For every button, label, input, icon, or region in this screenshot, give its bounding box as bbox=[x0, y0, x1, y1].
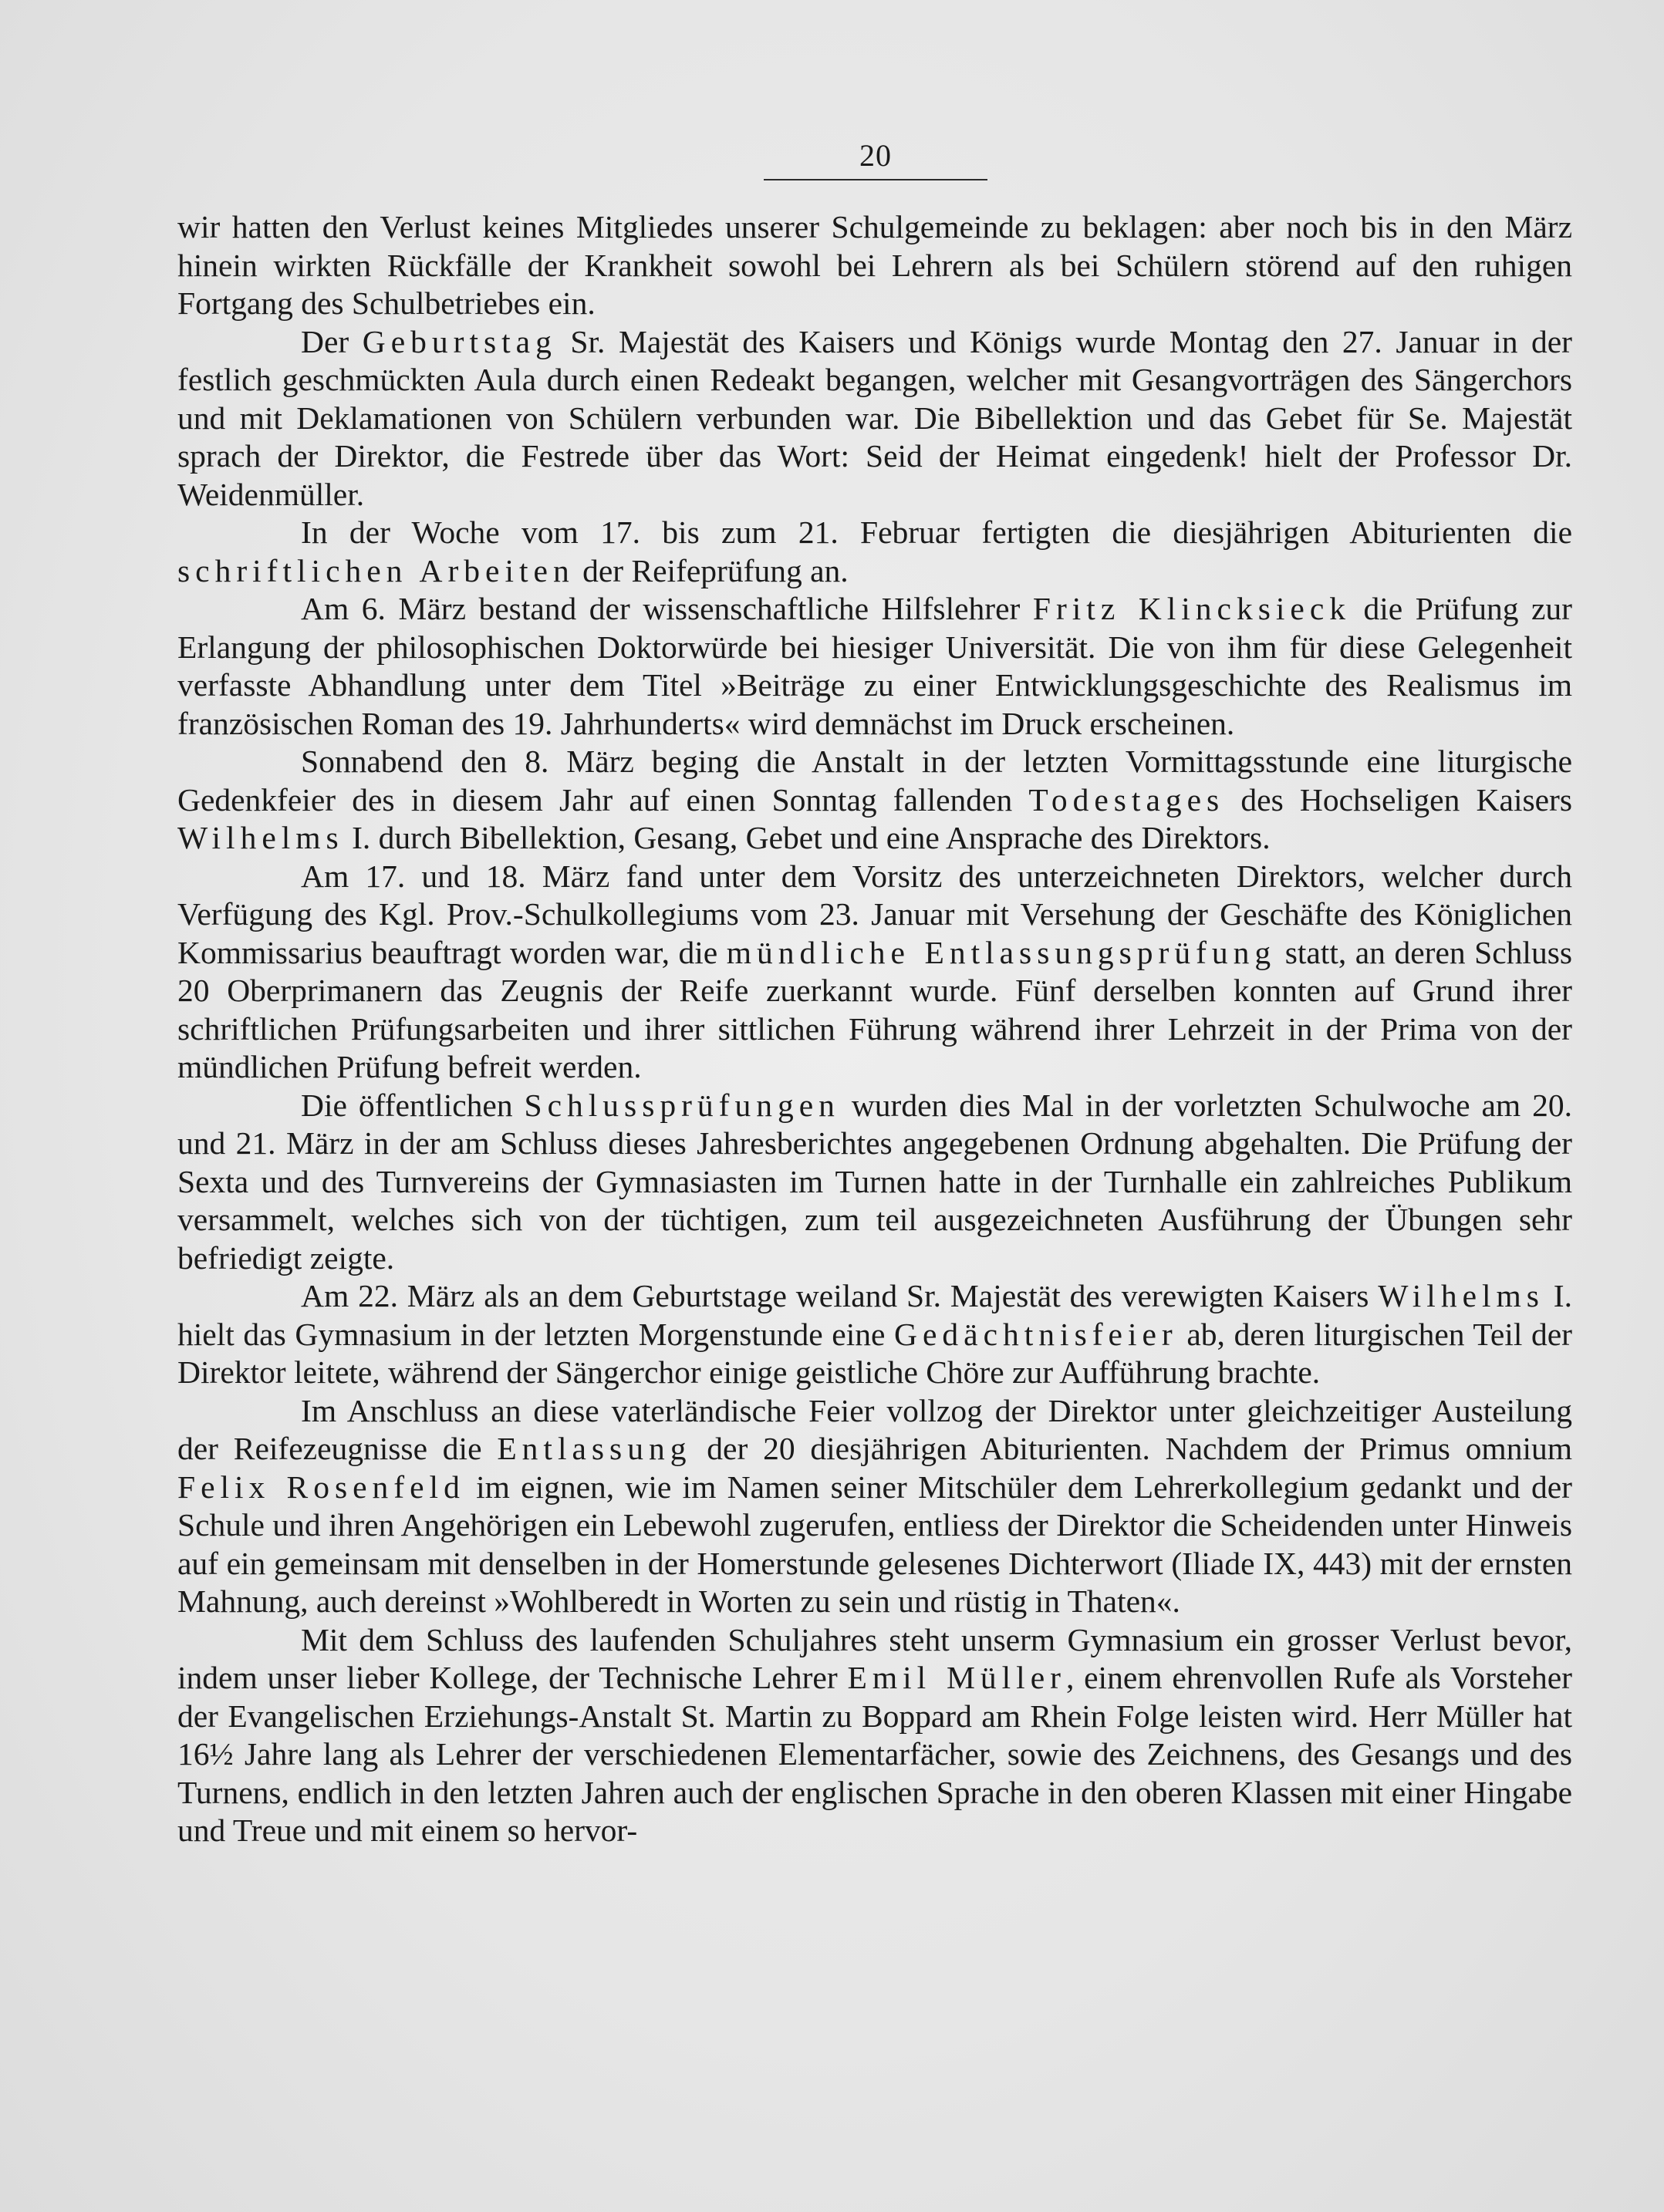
spaced-emphasis: Geburtstag bbox=[362, 323, 557, 359]
header-rule bbox=[764, 179, 987, 180]
text-run: die Prüfung zur Erlangung der philosophischen Doktorwürde bei hiesiger Universität. Die von ihm für diese Gelegenheit verfasste Abhandlung unter dem Titel »Beiträge zu einer Entwicklungsgeschichte des Realismus im französischen Roman des 19. Jahrhunderts« wird demnächst im Druck erscheinen. bbox=[177, 591, 1572, 741]
text-run: der Reifeprüfung an. bbox=[574, 552, 849, 588]
text-run: des Hochseligen Kaisers bbox=[1224, 781, 1573, 818]
text-run: wurden dies Mal in der vorletzten Schulwoche am 20. und 21. März in der am Schluss dieses Jahresberichtes angegebenen Ordnung abgehalten. Die Prüfung der Sexta und des Turnvereins der Gymnasiasten im Turnen hatte in der Turnhalle ein zahlreiches Publikum versammelt, welches sich von der tüchtigen, zum teil ausgezeichneten Ausführung der Übungen sehr befriedigt zeigte. bbox=[177, 1087, 1572, 1276]
text-run: Sonnabend den 8. März beging die Anstalt in der letzten Vormittagsstunde eine liturgische Gedenkfeier des in diesem Jahr auf einen Sonntag fallenden bbox=[177, 744, 1572, 818]
text-run: In der Woche vom 17. bis zum 21. Februar fertigten die diesjährigen Abiturienten die bbox=[301, 514, 1572, 550]
text-run: Sr. Majestät des Kaisers und Königs wurde Montag den 27. Januar in der festlich geschmückten Aula durch einen Redeakt begangen, welcher mit Gesangvorträgen des Sängerchors und mit Deklamationen von Schülern verbunden war. Die Bibellektion und das Gebet für Se. Majestät sprach der Direktor, die Festrede über das Wort: Seid der Heimat eingedenk! hielt der Professor Dr. Weidenmüller. bbox=[177, 323, 1572, 512]
text-run: ab, deren liturgischen Teil der Direktor leitete, während der Sängerchor einige geistliche Chöre zur Aufführung brachte. bbox=[177, 1316, 1572, 1390]
text-run: statt, an deren Schluss 20 Oberprimanern das Zeugnis der Reife zuerkannt wurde. Fünf derselben konnten auf Grund ihrer schriftlichen Prüfungsarbeiten und ihrer sittlichen Führung während ihrer Lehrzeit in der Prima von der mündlichen Prüfung befreit werden. bbox=[177, 934, 1572, 1084]
body-text bbox=[177, 208, 1572, 1850]
text-run: , einem ehrenvollen Rufe als Vorsteher der Evangelischen Erziehungs-Anstalt St. Martin zu Boppard am Rhein Folge leisten wird. Herr Müller hat 16½ Jahre lang als Lehrer der verschiedenen Elementarfächer, sowie des Zeichnens, des Gesangs und des Turnens, endlich in den letzten Jahren auch der englischen Sprache in den oberen Klassen mit einer Hingabe und Treue und mit einem so hervor- bbox=[177, 1660, 1573, 1848]
paragraph bbox=[177, 590, 1572, 743]
paragraph bbox=[177, 323, 1572, 514]
paragraph bbox=[177, 743, 1572, 858]
paragraph bbox=[177, 1277, 1572, 1392]
spaced-emphasis: Schlussprüfungen bbox=[524, 1087, 840, 1123]
spaced-emphasis: Gedächtnisfeier bbox=[894, 1316, 1178, 1352]
paragraph bbox=[177, 1087, 1572, 1278]
page-number: 20 bbox=[859, 138, 892, 173]
paragraph bbox=[177, 858, 1572, 1087]
spaced-emphasis: Wilhelms bbox=[1378, 1278, 1544, 1313]
text-run: Mit dem Schluss des laufenden Schuljahres steht unserm Gymnasium ein grosser Verlust bevor, indem unser lieber Kollege, der Technische Lehrer bbox=[177, 1621, 1572, 1695]
paragraph bbox=[177, 208, 1572, 323]
spaced-emphasis: Wilhelms bbox=[177, 820, 344, 855]
text-run: Am 6. März bestand der wissenschaftliche Hilfslehrer bbox=[301, 591, 1033, 626]
paragraph bbox=[177, 1621, 1572, 1850]
spaced-emphasis: Emil Müller bbox=[847, 1660, 1066, 1695]
spaced-emphasis: Todestages bbox=[1028, 781, 1225, 818]
text-run: Die öffentlichen bbox=[301, 1087, 525, 1123]
paragraph bbox=[177, 1392, 1572, 1621]
page-header bbox=[764, 137, 987, 180]
spaced-emphasis: Felix Rosenfeld bbox=[177, 1468, 465, 1505]
text-run: I. hielt das Gymnasium in der letzten Morgenstunde eine bbox=[177, 1278, 1572, 1352]
text-run: im eignen, wie im Namen seiner Mitschüler dem Lehrerkollegium gedankt und der Schule und ihren Angehörigen ein Lebewohl zugerufen, entliess der Direktor die Scheidenden unter Hinweis auf ein gemeinsam mit denselben in der Homerstunde gelesenes Dichterwort (Iliade IX, 443) mit der ernsten Mahnung, auch dereinst »Wohlberedt in Worten zu sein und rüstig in Thaten«. bbox=[177, 1468, 1572, 1619]
text-run: wir hatten den Verlust keines Mitgliedes unserer Schulgemeinde zu beklagen: aber noch bis in den März hinein wirkten Rückfälle der Krankheit sowohl bei Lehrern als bei Schülern störend auf den ruhigen Fortgang des Schulbetriebes ein. bbox=[177, 209, 1572, 321]
text-run: Am 22. März als an dem Geburtstage weiland Sr. Majestät des verewigten Kaisers bbox=[301, 1278, 1379, 1313]
spaced-emphasis: schriftlichen Arbeiten bbox=[177, 552, 575, 588]
spaced-emphasis: Entlassung bbox=[497, 1431, 692, 1466]
paragraph bbox=[177, 514, 1572, 590]
spaced-emphasis: Fritz Klincksieck bbox=[1032, 591, 1351, 626]
text-run: Am 17. und 18. März fand unter dem Vorsitz des unterzeichneten Direktors, welcher durch Verfügung des Kgl. Prov.-Schulkollegiums vom 23. Januar mit Versehung der Geschäfte des Königlichen Kommissarius beauftragt worden war, die bbox=[177, 858, 1572, 970]
text-run: Der bbox=[301, 323, 363, 359]
text-run: der 20 diesjährigen Abiturienten. Nachdem der Primus omnium bbox=[691, 1431, 1573, 1466]
spaced-emphasis: mündliche Entlassungsprüfung bbox=[726, 934, 1277, 970]
text-run: I. durch Bibellektion, Gesang, Gebet und eine Ansprache des Direktors. bbox=[343, 820, 1271, 855]
text-run: Im Anschluss an diese vaterländische Feier vollzog der Direktor unter gleichzeitiger Austeilung der Reifezeugnisse die bbox=[177, 1392, 1572, 1466]
